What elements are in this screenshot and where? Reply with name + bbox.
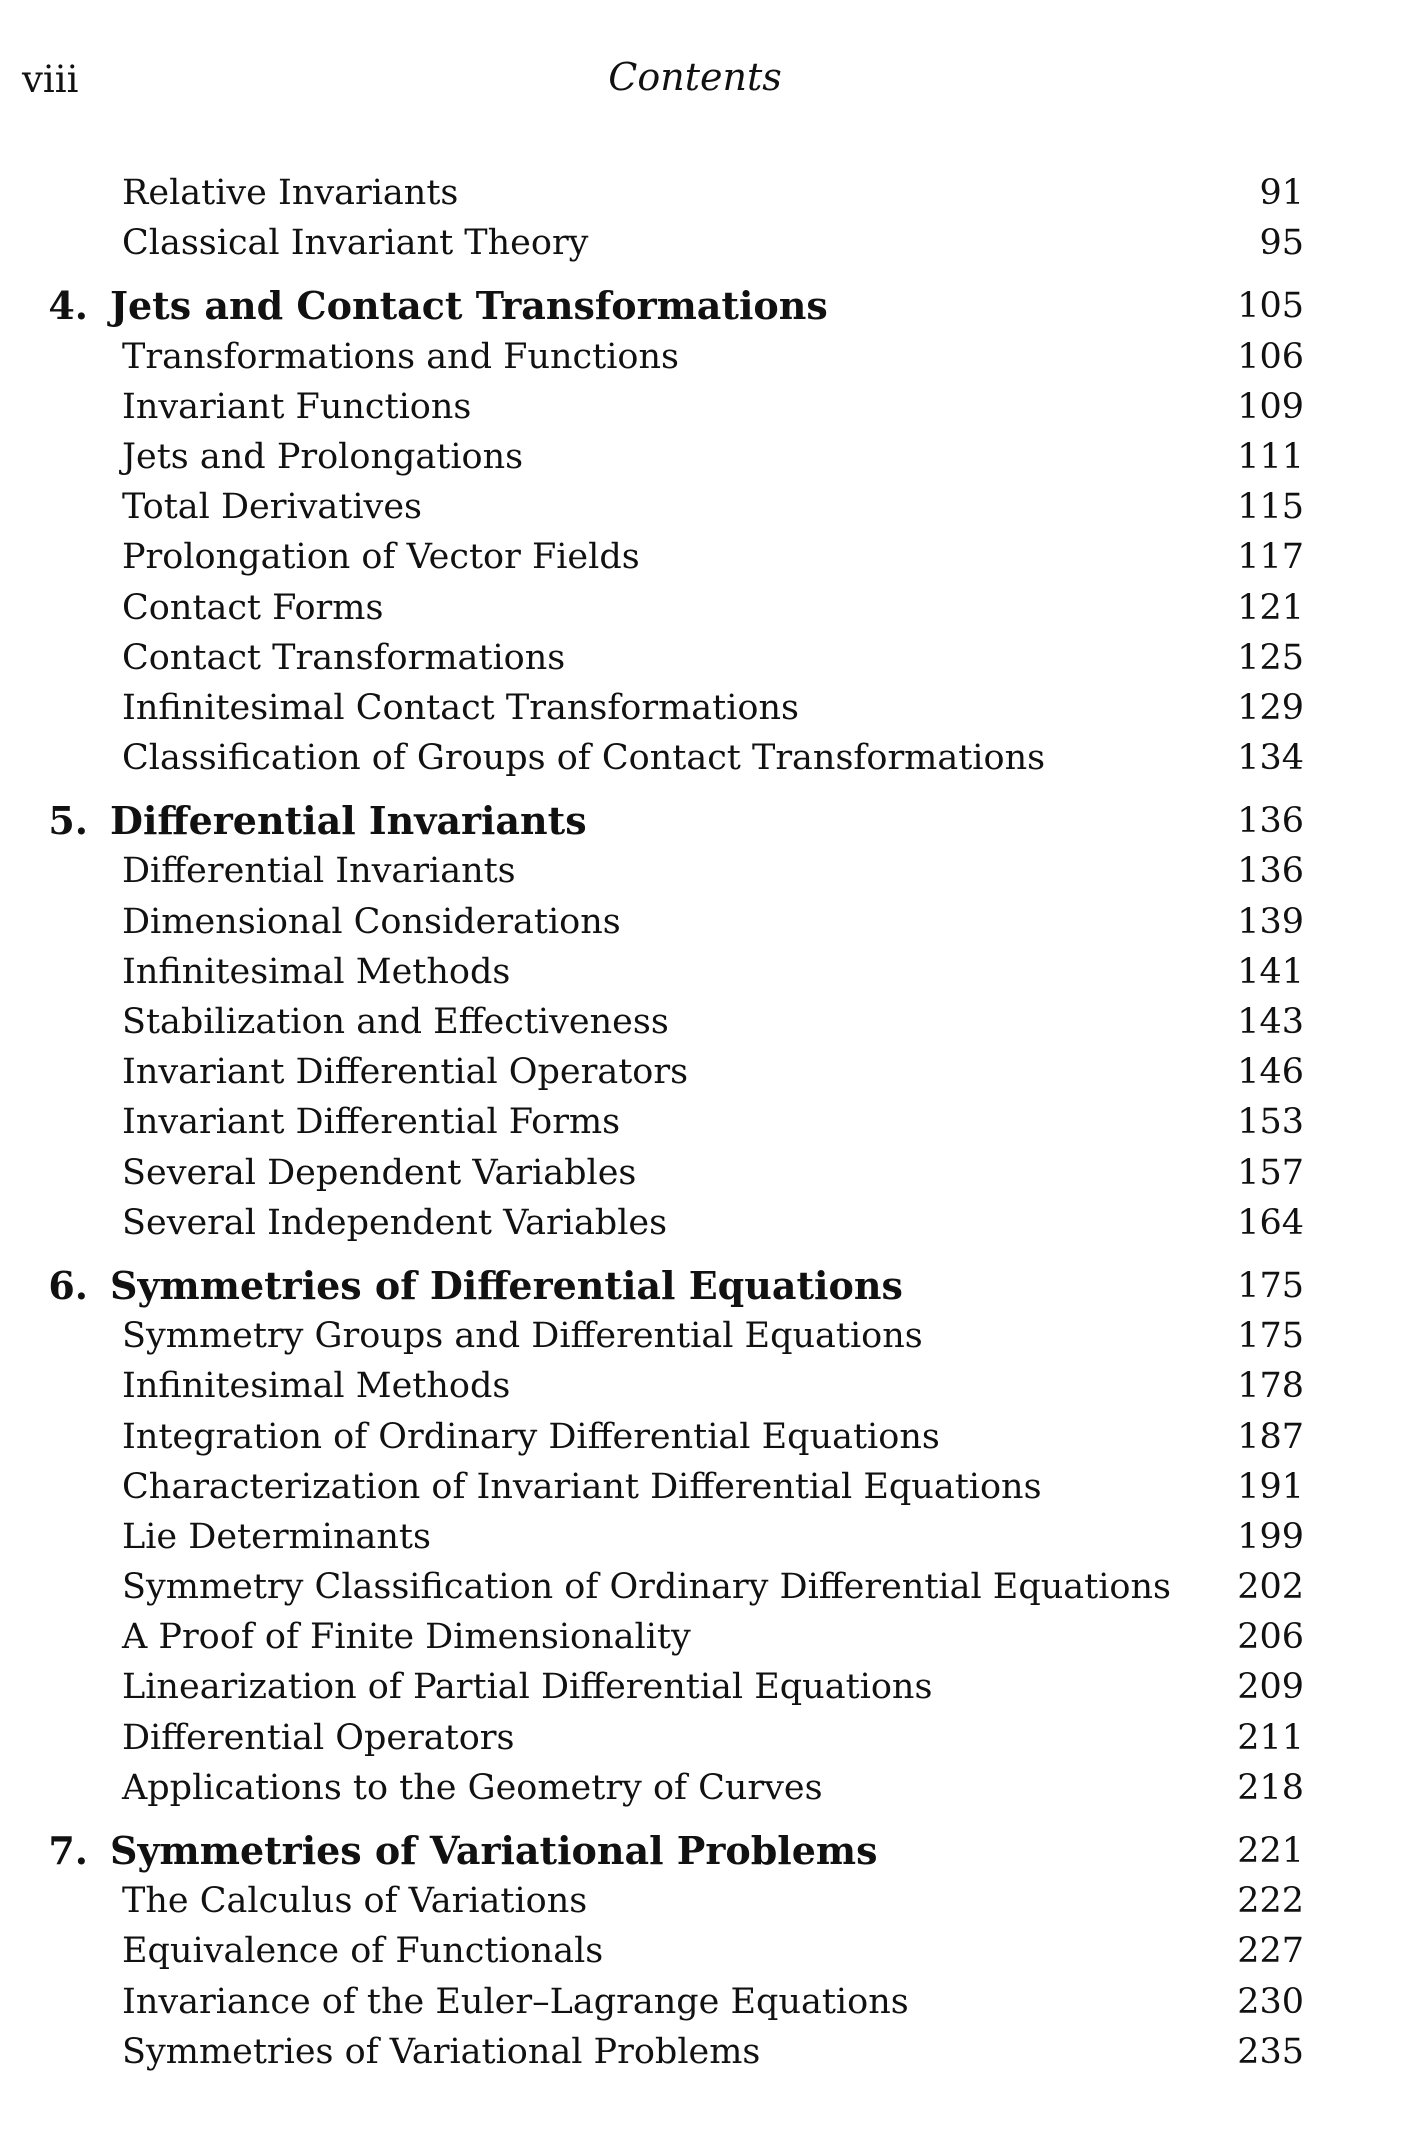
- toc-section-title: Invariant Differential Forms: [122, 1102, 621, 1143]
- toc-page-number: 218: [1237, 1767, 1304, 1808]
- toc-chapter-row: [0, 1261, 1428, 1311]
- toc-section-row: [0, 1612, 1428, 1662]
- toc-section-title: Characterization of Invariant Differential Equations: [122, 1466, 1042, 1507]
- toc-section-title: A Proof of Finite Dimensionality: [122, 1617, 691, 1658]
- toc-section-row: [0, 683, 1428, 733]
- toc-section-title: Infinitesimal Contact Transformations: [122, 687, 799, 728]
- toc-section-title: Integration of Ordinary Differential Equations: [122, 1416, 940, 1457]
- toc-section-row: [0, 482, 1428, 532]
- toc-page-number: 136: [1237, 801, 1304, 842]
- page-number: viii: [22, 58, 79, 101]
- toc-section-row: [0, 997, 1428, 1047]
- toc-page-number: 175: [1237, 1265, 1304, 1306]
- toc-page-number: 164: [1237, 1202, 1304, 1243]
- toc-section-title: The Calculus of Variations: [122, 1881, 588, 1922]
- toc-page-number: 117: [1237, 537, 1304, 578]
- toc-section-title: Classification of Groups of Contact Transformations: [122, 738, 1046, 779]
- toc-page-number: 111: [1237, 436, 1304, 477]
- toc-section-title: Classical Invariant Theory: [122, 223, 589, 264]
- toc-page-number: 125: [1237, 637, 1304, 678]
- toc-section-row: [0, 1662, 1428, 1712]
- toc-chapter-number: 5.: [48, 798, 88, 844]
- toc-section-title: Invariance of the Euler–Lagrange Equations: [122, 1981, 909, 2022]
- toc-chapter-row: [0, 796, 1428, 846]
- toc-page-number: 109: [1237, 386, 1304, 427]
- toc-section-title: Differential Invariants: [122, 851, 516, 892]
- toc-page-number: 222: [1237, 1881, 1304, 1922]
- toc-page-number: 175: [1237, 1316, 1304, 1357]
- toc-page-number: 141: [1237, 951, 1304, 992]
- toc-page-number: 178: [1237, 1366, 1304, 1407]
- toc-section-title: Stabilization and Effectiveness: [122, 1002, 669, 1042]
- toc-page-number: 221: [1237, 1831, 1304, 1871]
- toc-page-number: 157: [1237, 1152, 1304, 1193]
- toc-section-row: [0, 332, 1428, 382]
- toc-section-row: [0, 846, 1428, 896]
- toc-section-row: [0, 1148, 1428, 1198]
- toc-section-row: [0, 947, 1428, 997]
- toc-section-title: Infinitesimal Methods: [122, 1366, 511, 1407]
- toc-section-row: [0, 1713, 1428, 1763]
- toc-section-row: [0, 532, 1428, 582]
- toc-section-title: Transformations and Functions: [122, 336, 679, 377]
- toc-section-title: Dimensional Considerations: [122, 901, 621, 942]
- toc-chapter-number: 6.: [48, 1262, 88, 1308]
- toc-section-title: Relative Invariants: [122, 173, 459, 213]
- toc-page-number: 106: [1237, 336, 1304, 377]
- toc-section-title: Symmetry Groups and Differential Equations: [122, 1316, 923, 1357]
- toc-chapter-number: 7.: [48, 1828, 88, 1873]
- toc-page-number: 202: [1237, 1567, 1304, 1608]
- toc-section-row: [0, 733, 1428, 783]
- toc-section-title: Applications to the Geometry of Curves: [122, 1767, 823, 1808]
- toc-page-number: 146: [1237, 1052, 1304, 1093]
- toc-section-title: Linearization of Partial Differential Equations: [122, 1667, 933, 1708]
- table-of-contents: [0, 168, 1428, 2077]
- toc-section-row: [0, 2027, 1428, 2077]
- toc-section-row: [0, 1977, 1428, 2027]
- toc-page-number: 105: [1237, 286, 1304, 327]
- toc-section-title: Infinitesimal Methods: [122, 951, 511, 992]
- toc-section-title: Invariant Differential Operators: [122, 1052, 689, 1093]
- toc-section-title: Contact Transformations: [122, 637, 566, 678]
- toc-chapter-title: Differential Invariants: [110, 798, 587, 844]
- toc-section-row: [0, 1412, 1428, 1462]
- toc-section-title: Symmetries of Variational Problems: [122, 2031, 761, 2072]
- toc-chapter-number: 4.: [48, 283, 88, 329]
- toc-section-title: Several Dependent Variables: [122, 1152, 637, 1193]
- toc-section-row: [0, 382, 1428, 432]
- toc-page-number: 206: [1237, 1617, 1304, 1658]
- toc-page-number: 235: [1237, 2031, 1304, 2072]
- toc-chapter-row: [0, 1826, 1428, 1876]
- toc-section-title: Jets and Prolongations: [122, 436, 524, 477]
- toc-section-row: [0, 1876, 1428, 1926]
- toc-chapter-title: Symmetries of Differential Equations: [110, 1262, 903, 1308]
- toc-section-title: Lie Determinants: [122, 1516, 431, 1557]
- toc-section-title: Several Independent Variables: [122, 1202, 668, 1243]
- toc-page-number: 211: [1237, 1717, 1304, 1758]
- toc-section-row: [0, 897, 1428, 947]
- toc-section-row: [0, 1562, 1428, 1612]
- toc-page-number: 227: [1237, 1931, 1304, 1972]
- toc-section-row: [0, 1047, 1428, 1097]
- toc-page-number: 129: [1237, 687, 1304, 728]
- toc-section-row: [0, 1361, 1428, 1411]
- toc-page-number: 143: [1237, 1002, 1304, 1042]
- toc-section-row: [0, 1512, 1428, 1562]
- toc-chapter-title: Jets and Contact Transformations: [110, 283, 828, 329]
- toc-section-row: [0, 168, 1428, 218]
- toc-page-number: 199: [1237, 1516, 1304, 1557]
- toc-page-number: 187: [1237, 1416, 1304, 1457]
- toc-page-number: 139: [1237, 901, 1304, 942]
- toc-section-row: [0, 1926, 1428, 1976]
- toc-page-number: 230: [1237, 1981, 1304, 2022]
- toc-page-number: 209: [1237, 1667, 1304, 1708]
- toc-section-title: Contact Forms: [122, 587, 384, 628]
- running-head: Contents: [608, 55, 782, 99]
- toc-section-row: [0, 1763, 1428, 1813]
- toc-section-row: [0, 633, 1428, 683]
- toc-section-row: [0, 1097, 1428, 1147]
- toc-page-number: 91: [1259, 173, 1304, 213]
- toc-section-title: Invariant Functions: [122, 386, 472, 427]
- toc-page-number: 121: [1237, 587, 1304, 628]
- toc-section-title: Equivalence of Functionals: [122, 1931, 604, 1972]
- toc-section-row: [0, 1311, 1428, 1361]
- toc-section-row: [0, 583, 1428, 633]
- toc-page-number: 191: [1237, 1466, 1304, 1507]
- toc-section-row: [0, 218, 1428, 268]
- toc-section-row: [0, 432, 1428, 482]
- toc-section-title: Symmetry Classification of Ordinary Differential Equations: [122, 1567, 1171, 1608]
- toc-section-title: Differential Operators: [122, 1717, 515, 1758]
- toc-chapter-row: [0, 281, 1428, 331]
- toc-page-number: 115: [1237, 487, 1304, 528]
- toc-page-number: 136: [1237, 851, 1304, 892]
- toc-section-title: Prolongation of Vector Fields: [122, 537, 640, 578]
- toc-chapter-title: Symmetries of Variational Problems: [110, 1828, 878, 1873]
- toc-section-row: [0, 1198, 1428, 1248]
- toc-page-number: 153: [1237, 1102, 1304, 1143]
- toc-section-title: Total Derivatives: [122, 487, 422, 528]
- toc-page-number: 95: [1259, 223, 1304, 264]
- toc-section-row: [0, 1462, 1428, 1512]
- toc-page-number: 134: [1237, 738, 1304, 779]
